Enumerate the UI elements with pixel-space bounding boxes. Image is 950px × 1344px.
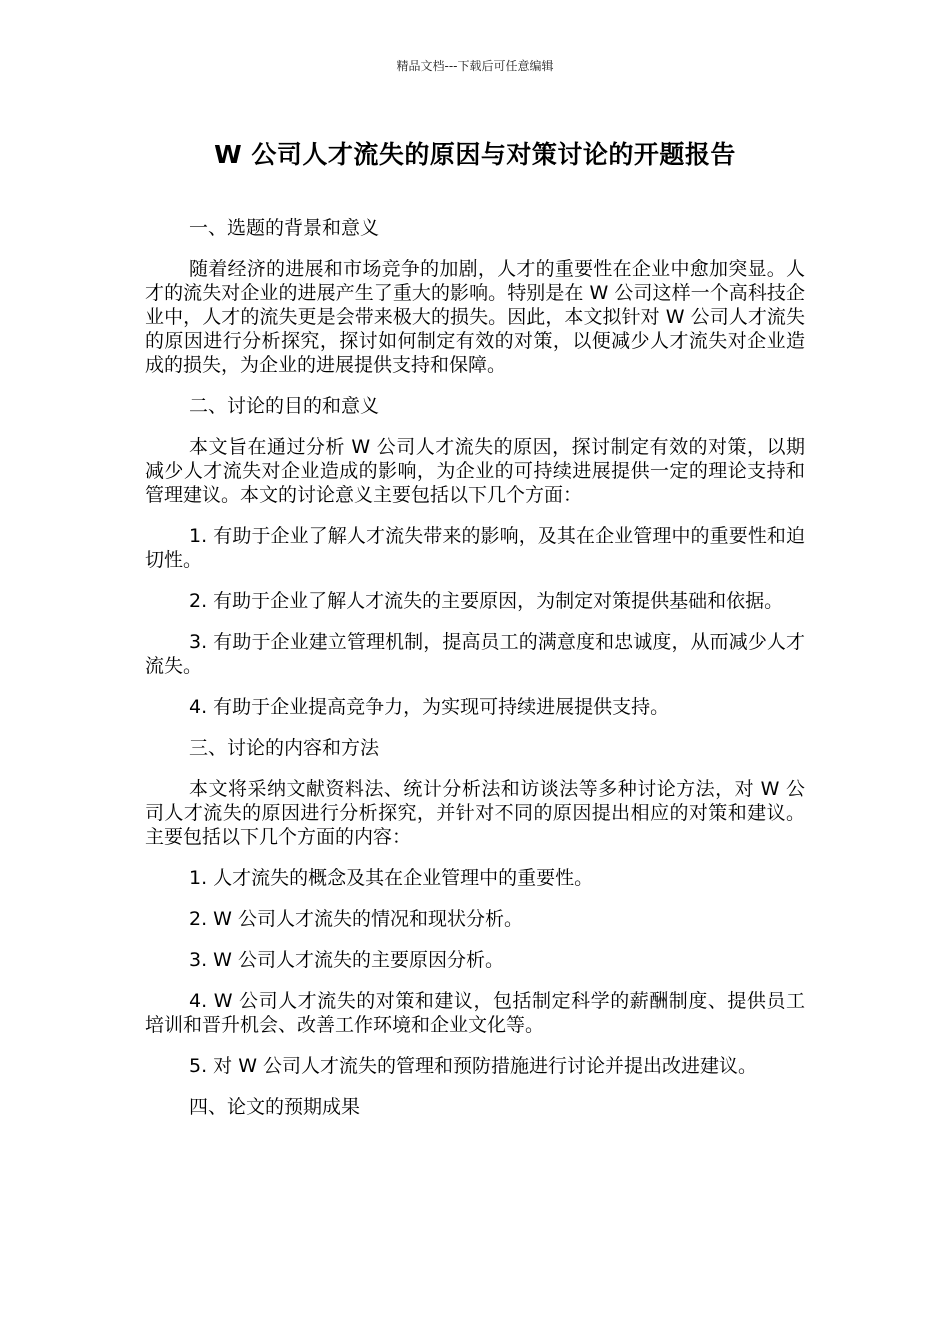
document-body — [145, 216, 805, 1136]
list-item-content-4: 4. W 公司人才流失的对策和建议，包括制定科学的薪酬制度、提供员工培训和晋升机会、改善工作环境和企业文化等。 — [145, 990, 805, 1036]
list-item-purpose-4: 4. 有助于企业提高竞争力，为实现可持续进展提供支持。 — [189, 696, 670, 718]
paragraph-background: 随着经济的进展和市场竞争的加剧，人才的重要性在企业中愈加突显。人才的流失对企业的进展产生了重大的影响。特别是在 W 公司这样一个高科技企业中，人才的流失更是会带来极大的损失。因此，本文拟针对 W 公司人才流失的原因进行分析探究，探讨如何制定有效的对策，以便减少人才流失对企业造成的损失，为企业的进展提供支持和保障。 — [145, 258, 805, 376]
list-item-purpose-1: 1. 有助于企业了解人才流失带来的影响，及其在企业管理中的重要性和迫切性。 — [145, 525, 805, 571]
section-heading-background: 一、选题的背景和意义 — [189, 217, 380, 239]
section-heading-outcomes: 四、论文的预期成果 — [189, 1096, 361, 1118]
paragraph-content: 本文将采纳文献资料法、统计分析法和访谈法等多种讨论方法，对 W 公司人才流失的原因进行分析探究，并针对不同的原因提出相应的对策和建议。主要包括以下几个方面的内容： — [145, 778, 805, 848]
list-item-content-1: 1. 人才流失的概念及其在企业管理中的重要性。 — [189, 867, 594, 889]
page-header: 精品文档---下载后可任意编辑 — [396, 59, 554, 73]
document-title: W 公司人才流失的原因与对策讨论的开题报告 — [214, 140, 736, 169]
list-item-content-5: 5. 对 W 公司人才流失的管理和预防措施进行讨论并提出改进建议。 — [189, 1055, 758, 1077]
paragraph-purpose: 本文旨在通过分析 W 公司人才流失的原因，探讨制定有效的对策，以期减少人才流失对企业造成的影响，为企业的可持续进展提供一定的理论支持和管理建议。本文的讨论意义主要包括以下几个方面： — [145, 436, 805, 506]
section-heading-purpose: 二、讨论的目的和意义 — [189, 395, 380, 417]
list-item-purpose-2: 2. 有助于企业了解人才流失的主要原因，为制定对策提供基础和依据。 — [189, 590, 784, 612]
list-item-content-3: 3. W 公司人才流失的主要原因分析。 — [189, 949, 504, 971]
list-item-purpose-3: 3. 有助于企业建立管理机制，提高员工的满意度和忠诚度，从而减少人才流失。 — [145, 631, 805, 677]
list-item-content-2: 2. W 公司人才流失的情况和现状分析。 — [189, 908, 523, 930]
section-heading-content: 三、讨论的内容和方法 — [189, 737, 380, 759]
